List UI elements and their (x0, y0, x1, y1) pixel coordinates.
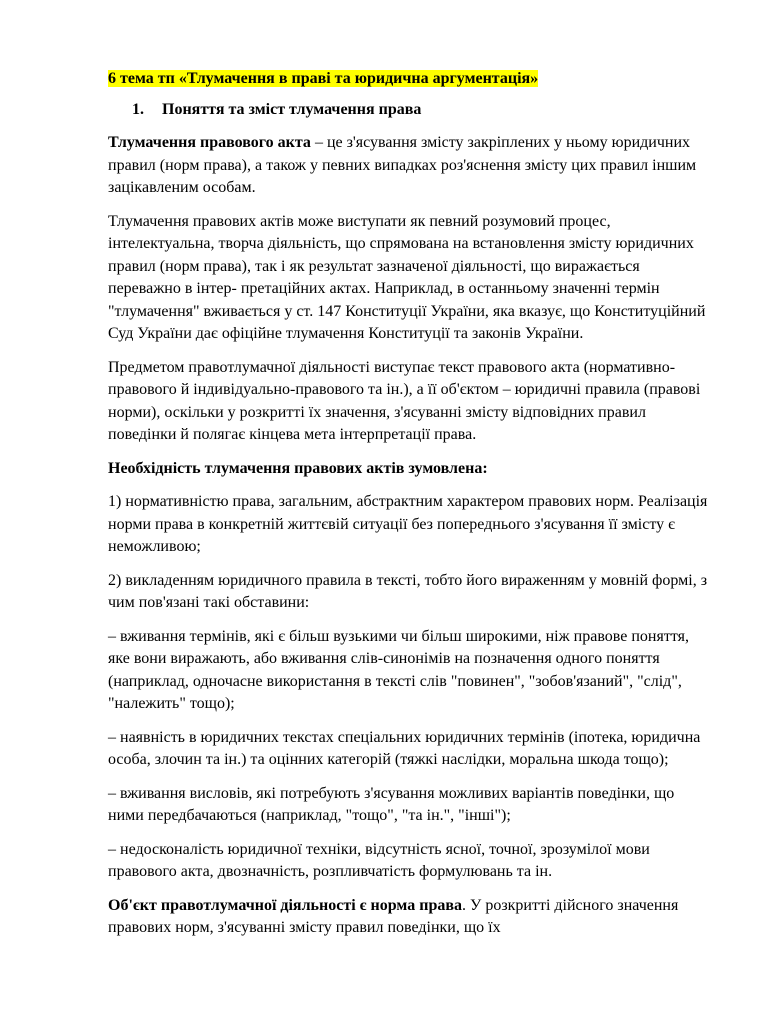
paragraph-necessity-heading (108, 458, 708, 481)
definition-text: – це з'ясування змісту закріплених у ньому юридичних правил (норм права), а також у певних випадках роз'яснення змісту цих правил іншим зацікавленим особам. (108, 134, 697, 196)
paragraph-object-norm (108, 895, 708, 940)
paragraph-reason-1: 1) нормативністю права, загальним, абстрактним характером правових норм. Реалізація норми права в конкретній життєвій ситуації без попереднього з'ясування її змісту є неможливою; (108, 493, 708, 555)
paragraph-reason-2: 2) викладенням юридичного правила в тексті, тобто його вираженням у мовній формі, з чим пов'язані такі обставини: (108, 571, 708, 611)
definition-term: Тлумачення правового акта (108, 134, 311, 151)
section-number: 1. (132, 100, 144, 118)
necessity-heading-text: Необхідність тлумачення правових актів зумовлена: (108, 459, 488, 477)
paragraph-bullet-special-terms: – наявність в юридичних текстах спеціальних юридичних термінів (іпотека, юридична особа, злочин та ін.) та оцінних категорій (тяжкі наслідки, моральна шкода тощо); (108, 728, 701, 768)
paragraph-interpretation-process: Тлумачення правових актів може виступати як певний розумовий процес, інтелектуальна, творча діяльність, що спрямована на встановлення змісту юридичних правил (норм права), так і як результат зазначеної діяльності, що виражається переважно в інтер- претаційних актах. Наприклад, в останньому значенні термін "тлумачення" вживається у ст. 147 Конституції України, яка вказує, що Конституційний Суд України дає офіційне тлумачення Конституції та законів України. (108, 212, 706, 342)
highlighted-title-text: 6 тема тп «Тлумачення в праві та юридична аргументація» (108, 70, 539, 87)
paragraph-bullet-terms: – вживання термінів, які є більш вузькими чи більш широкими, ніж правове поняття, яке вони виражають, або вживання слів-синонімів на позначення одного поняття (наприклад, одночасне використання в тексті слів "повинен", "зобов'язаний", "слід", "належить" тощо); (108, 627, 689, 712)
paragraph-bullet-technique: – недосконалість юридичної техніки, відсутність ясної, точної, зрозумілої мови правового акта, двозначність, розпливчатість формулювань та ін. (108, 840, 650, 880)
paragraph-subject-object: Предметом правотлумачної діяльності виступає текст правового акта (нормативно-правового й індивідуально-правового та ін.), а її об'єктом – юридичні правила (правові норми), оскільки у розкритті їх значення, з'ясуванні змісту відповідних правил поведінки й полягає кінцева мета інтерпретації права. (108, 358, 701, 443)
paragraph-bullet-expressions: – вживання висловів, які потребують з'ясування можливих варіантів поведінки, що ними передбачаються (наприклад, "тощо", "та ін.", "інші"); (108, 784, 675, 824)
object-norm-text: . У розкритті дійсного значення правових норм, з'ясуванні змісту правил поведінки, що їх (108, 896, 679, 936)
document-body (108, 68, 708, 951)
document-title (108, 68, 708, 91)
paragraph-definition (108, 132, 708, 200)
object-norm-term: Об'єкт правотлумачної діяльності є норма права (108, 896, 462, 914)
section-heading (108, 99, 708, 122)
section-title: Поняття та зміст тлумачення права (162, 100, 422, 118)
